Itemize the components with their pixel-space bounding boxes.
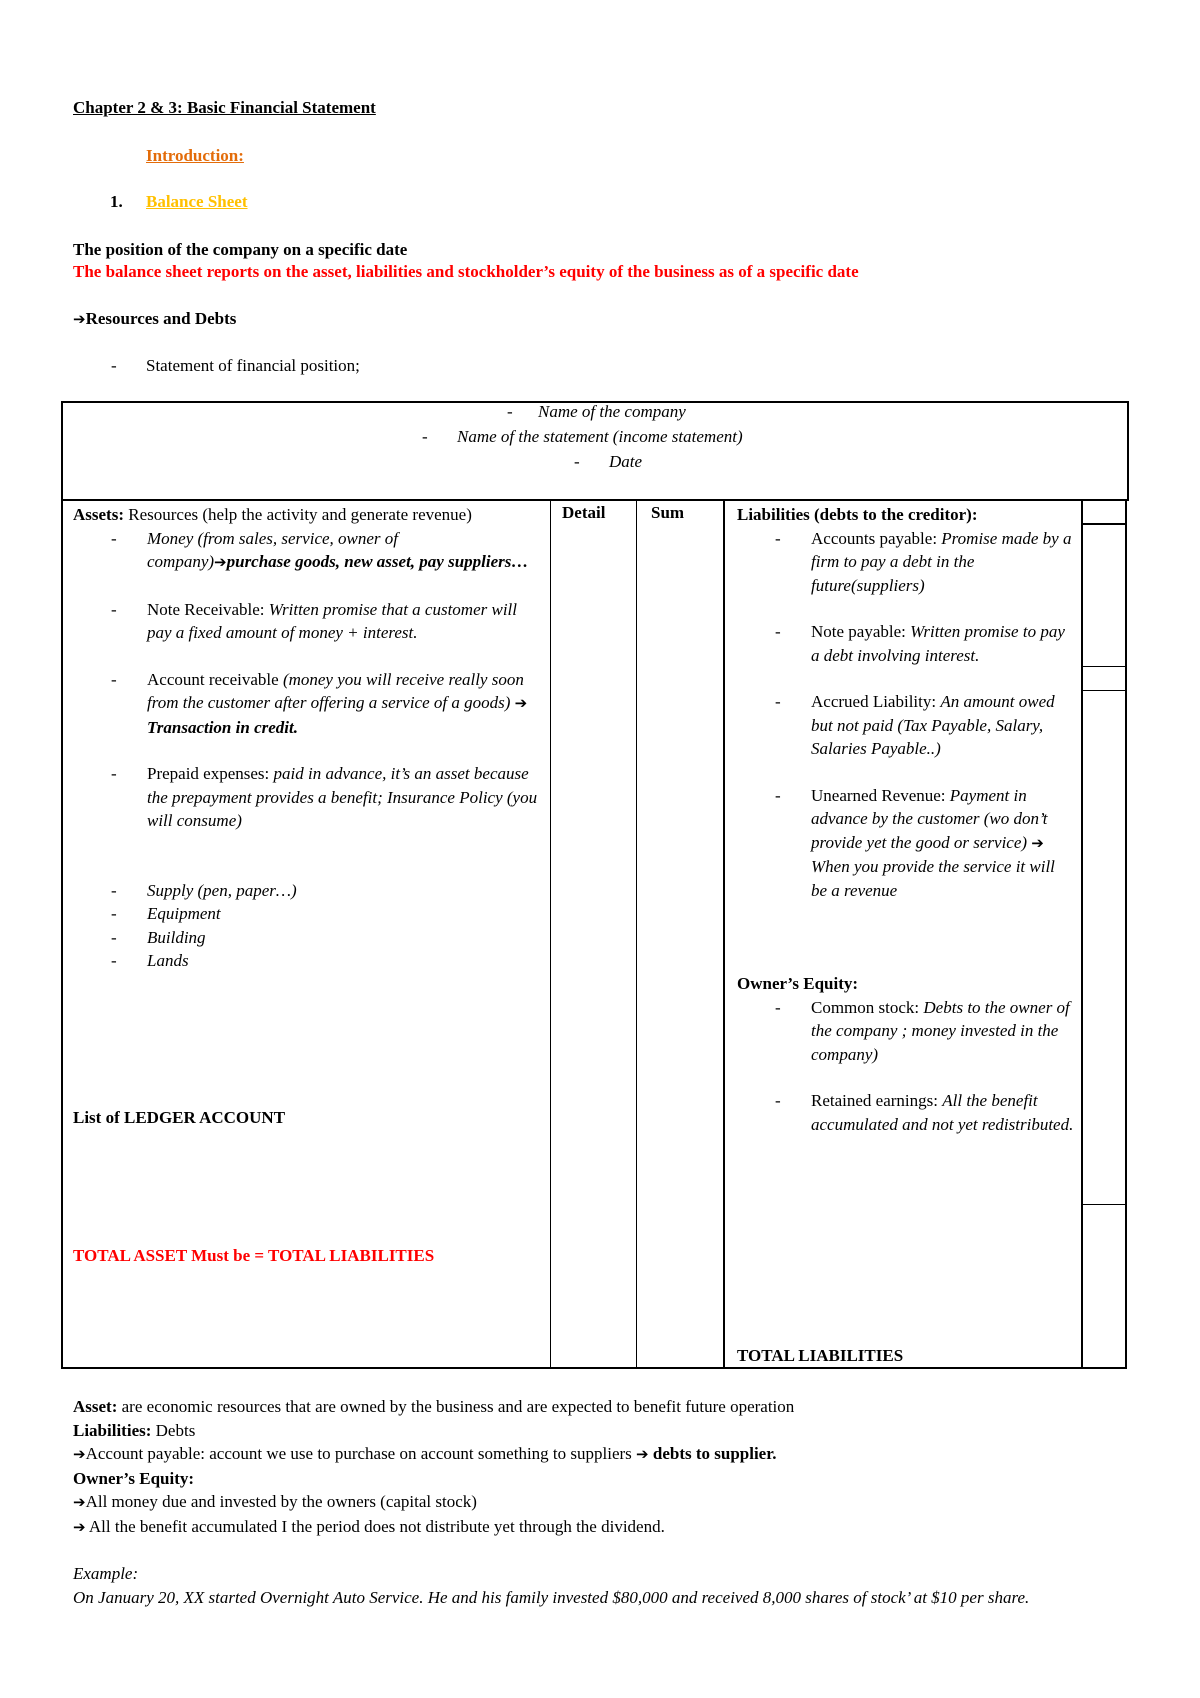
example-text: On January 20, XX started Overnight Auto Service. He and his family invested $80,000 and received 8,000 shares of stock’ at $10 per share. [73,1587,1030,1607]
equity-note-2-text: All the benefit accumulated I the period does not distribute yet through the dividend. [85,1516,665,1536]
equity-definition-label: Owner’s Equity: [73,1468,195,1488]
table-border [1082,690,1126,691]
equity-note-1-text: All money due and invested by the owners (capital stock) [85,1492,477,1511]
dash-bullet: - [507,402,513,421]
table-border [1082,666,1126,667]
asset-item-equipment [73,902,543,926]
liability-item-unearned [737,784,1075,903]
dash-bullet: - [775,622,781,641]
column-detail: Detail [562,503,606,522]
arrow-right-icon: ➔ [73,1517,86,1536]
asset-item-lands [73,949,543,973]
dash-bullet: - [775,692,781,711]
cs-label: Common stock: [811,997,924,1017]
liabilities-column [737,503,1075,1136]
account-receivable-label: Account receivable [147,669,283,689]
money-text: Money (from sales, service, owner of company) [147,528,399,571]
note-receivable-label: Note Receivable: [147,599,269,619]
total-liabilities-label: TOTAL LIABILITIES [737,1346,904,1365]
chapter-heading: Chapter 2 & 3: Basic Financial Statement [73,98,376,117]
column-sum: Sum [651,503,685,522]
resources-debts-line [73,309,236,329]
introduction-heading: Introduction: [146,146,244,165]
asset-item-money [73,527,543,575]
asset-item-account-receivable [73,668,543,740]
dash-bullet: - [775,1091,781,1110]
table-border [61,499,1129,501]
prepaid-desc: paid in advance, it’s an asset because the prepayment provides a benefit; Insurance Policy (you will consume) [147,764,538,830]
liability-item-accounts-payable [737,527,1075,598]
table-border [636,500,637,1368]
dash-bullet: - [111,904,117,923]
definition-line: The balance sheet reports on the asset, liabilities and stockholder’s equity of the business as of a specific date [73,262,859,281]
assets-desc: Resources (help the activity and generate revenue) [124,505,472,524]
re-label: Retained earnings: [811,1091,943,1110]
asset-def-text: are economic resources that are owned by the business and are expected to benefit future operation [117,1397,795,1416]
ap-note-text: Account payable: account we use to purchase on account something to suppliers [85,1444,637,1463]
asset-item-supply [73,879,543,903]
dash-bullet: - [422,427,428,446]
table-border [61,1367,1127,1369]
dash-bullet: - [775,528,781,548]
supply-text: Supply (pen, paper…) [147,880,297,900]
account-receivable-bold: Transaction in credit. [147,717,298,737]
ur-label: Unearned Revenue: [811,785,950,805]
arrow-right-icon: ➔ [1031,833,1044,852]
liab-def-label: Liabilities: [73,1420,152,1440]
equity-item-common-stock [737,996,1075,1067]
resources-debts-text: Resources and Debts [85,309,237,328]
dash-bullet: - [111,528,117,548]
note-receivable-desc: Written promise that a customer will pay a fixed amount of money + interest. [147,599,518,642]
statement-bullet-text: Statement of financial position; [146,356,360,375]
liab-def-text: Debts [151,1420,196,1440]
balance-sheet-heading: Balance Sheet [146,192,248,211]
liability-item-note-payable [737,620,1075,667]
ap-note-bold: debts to supplier. [652,1444,777,1463]
table-border [1081,500,1083,1368]
arrow-right-icon: ➔ [73,310,86,328]
table-border [1127,401,1129,501]
arrow-right-icon: ➔ [73,1493,86,1511]
header-company-name: Name of the company [538,402,686,421]
total-rule-label: TOTAL ASSET Must be = TOTAL LIABILITIES [73,1246,435,1265]
ap-label: Accounts payable: [811,528,942,548]
cs-desc: Debts to the owner of the company ; money invested in the company) [811,997,1070,1064]
dash-bullet: - [111,951,117,970]
money-bold-text: purchase goods, new asset, pay suppliers… [226,552,529,571]
asset-item-prepaid [73,762,543,833]
building-text: Building [147,927,206,947]
account-receivable-desc: (money you will receive really soon from the customer after offering a service of a goods) [147,669,524,712]
dash-bullet: - [111,927,117,947]
example-label: Example: [73,1564,139,1583]
table-border [723,500,725,1368]
assets-title-line [73,503,543,527]
account-payable-note [73,1442,1153,1467]
re-desc: All the benefit accumulated and not yet redistributed. [811,1091,1074,1134]
table-border [550,500,551,1368]
assets-title: Assets: [73,505,124,524]
dash-bullet: - [775,785,781,805]
position-line: The position of the company on a specific date [73,240,408,259]
asset-def-label: Asset: [73,1397,118,1416]
table-border [1082,523,1126,525]
asset-item-building [73,926,543,950]
ur-desc: Payment in advance by the customer (wo don’t provide yet the good or service) [811,785,1048,852]
table-border [61,401,63,1369]
ledger-account-label: List of LEDGER ACCOUNT [73,1108,286,1127]
dash-bullet: - [111,356,117,375]
header-date: Date [609,452,643,471]
header-statement-name: Name of the statement (income statement) [457,427,743,446]
arrow-right-icon: ➔ [636,1445,649,1463]
al-label: Accrued Liability: [811,692,941,711]
prepaid-label: Prepaid expenses: [147,764,274,783]
liability-item-accrued [737,690,1075,761]
ur-desc2: When you provide the service it will be a revenue [811,857,1055,900]
al-desc: An amount owed but not paid (Tax Payable, Salary, Salaries Payable..) [811,692,1055,758]
liabilities-title: Liabilities (debts to the creditor): [737,505,978,524]
np-label: Note payable: [811,622,911,641]
ap-desc: Promise made by a firm to pay a debt in the future(suppliers) [811,528,1072,595]
table-border [1125,500,1127,1368]
table-border [1082,1204,1126,1205]
arrow-right-icon: ➔ [73,1445,86,1463]
liabilities-definition [73,1419,1153,1443]
dash-bullet: - [775,997,781,1017]
definitions-block [73,1395,1153,1609]
equity-note-2 [73,1515,1153,1540]
dash-bullet: - [111,880,117,900]
equity-title: Owner’s Equity: [737,974,859,993]
arrow-right-icon: ➔ [514,694,528,712]
asset-definition [73,1395,1153,1419]
assets-column [73,503,543,973]
equity-note-1 [73,1490,1153,1515]
dash-bullet: - [111,764,117,783]
dash-bullet: - [574,452,580,471]
arrow-right-icon: ➔ [214,553,227,571]
equity-item-retained-earnings [737,1089,1075,1136]
dash-bullet: - [111,669,117,689]
list-number: 1. [110,192,123,211]
dash-bullet: - [111,599,117,619]
asset-item-note-receivable [73,598,543,645]
np-desc: Written promise to pay a debt involving interest. [811,622,1065,665]
equipment-text: Equipment [147,904,221,923]
lands-text: Lands [147,951,189,970]
